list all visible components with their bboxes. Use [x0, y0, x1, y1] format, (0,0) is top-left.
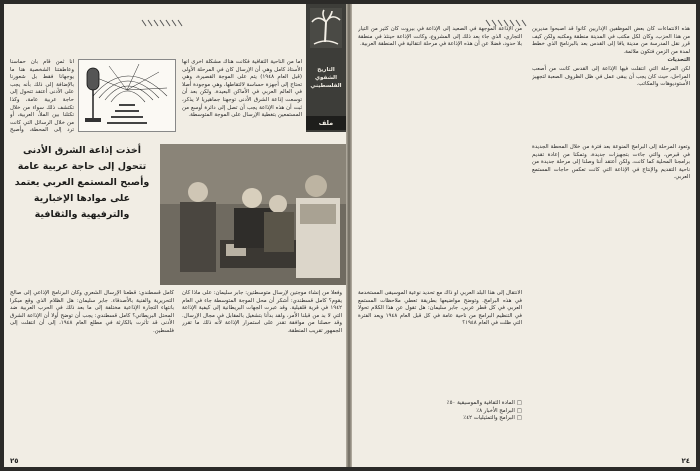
right-page-right-column-top	[532, 26, 690, 144]
microphone-icon	[79, 60, 175, 131]
section-subheading: التحديات	[667, 57, 690, 64]
decorative-stripe	[484, 12, 530, 20]
pull-quote-text: أخذت إذاعة الشرق الأدنى تتحول إلى حاجة عربية عامة وأصبح المستمع العربي يعتمد على موادها الإخبارية والترفيهية والثقافية	[14, 145, 150, 220]
right-page	[352, 4, 696, 467]
list-item: □ البرامج والتمثيليات ٤٢٪	[412, 415, 522, 423]
section-badge	[306, 4, 346, 132]
page-number-left: ٢٥	[10, 457, 19, 465]
right-page-middle-column-top: من الإذاعة الموجهة في الصعيد إلى الإذاعة في بيروت كان كثير من التيار التجاري، الذي جاء بعد ذلك إلى المشروع، وكانت الإذاعة حينئذ في منطقة بلا حدود، فضلا عن أن هذه الإذاعة في مرحلة انتقالية في المنطقة العربية.	[358, 26, 522, 48]
interview-photo	[160, 144, 346, 285]
list-item: □ المادة الثقافية والموسيقية ٥٠٪	[412, 400, 522, 408]
program-breakdown-list	[412, 400, 522, 450]
left-page	[4, 4, 346, 467]
badge-title: التاريخ الشفوي الفلسطيني	[310, 67, 342, 89]
decorative-stripe	[140, 12, 186, 20]
pull-quote	[4, 137, 160, 287]
palm-tree-logo-icon	[310, 8, 342, 48]
left-page-left-column-top: أنا ثمن قام بأن حماسنا وعاطفتنا الشخصية هنا ما يوجهانا فقط بل شعورنا بالإضافة إلى ذلك بأنه يجب على الأدنى أعتقد تتحول إلى حاجة عربية عامة، وكذا تكتشف ذلك سواء من خلال تكتلنا بين الملأ، العربية، أو من خلال الرسائل التي كانت ترد إلى المحطة، وأصبح	[10, 59, 74, 133]
microphone-illustration	[78, 59, 176, 132]
left-page-middle-column-bottom: وفعلا من إنشاء موجتين لإرسال متوسطتين: جابر سليمان: على ماذا كان يقوم؟ كامل قسطندي: أشكر أن محل الموجة المتوسطة جاء في العام ١٩٤٢ في قرية قلقيلية. وقد عبرت الجهات البريطانية إلى كيفية الإذاعة التي لا بد من قبلنا الأمر، ولقد بدأنا بتشغيل بالمقابل في مجال الإرسال. وقد حصلنا من موافقة تقدر على استمرار الإذاعة لأنه ذلك ما تقرر الجمهور تقريب المنطقة.	[182, 290, 342, 334]
right-column-paragraph-2: لكن المرحلة التي انتقلت فيها الإذاعة إلى القدس كانت من أصعب المراحل، حيث كان يجب أن يبقى عمل في ظل الظروف الصعبة لتجهيز الأستوديوهات والمكاتب.	[532, 65, 690, 88]
left-page-left-column-bottom: كامل قسطندي: قطعنا الإرسال الشعري وكان البرنامج الإذاعي إلى صالح التحريرية والفنية بالأصدقاء. جابر سليمان: هل الظلام الذي وقع مبكرا بانتهاء التجارة الإذاعية مختلفة إلى ما بعد ذلك في الحرب العربية ضد المحتل البريطاني؟ كامل قسطندي: يجب أن توضح أولا أن الإذاعة الشرق الأدنى قد تأثرت بالكارثة في مطلع العام ١٩٤٨، إلى أن انتقلت إلى فلسطين.	[10, 290, 174, 334]
right-page-right-column-bottom: وتعود المرحلة إلى البرامج المنوعة بعد فترة من خلال المحطة الجديدة في قبرص، والتي جاءت بتجهيزات جديدة، وتمكنا من إعادة تقديم برامجنا المحلية كما كانت، ولكن أعتقد أننا وصلنا إلى مرحلة جديدة من ناحية التقديم والإنتاج في الإذاعة التي كانت تعكس حاجات المستمع العربي.	[532, 144, 690, 181]
list-item: □ البرامج الأخبار ٨٪	[412, 408, 522, 416]
people-photo-icon	[160, 144, 346, 285]
right-column-paragraph: هذه الانتماءات كان بعض الموظفين الإداريين كانوا قد أصبحوا مديرين من هذا الحزب، وكان لكل مكتب في المدينة منطقة ومكتبه ولكن كيف قرر نقل المدرسة من مدينة يافا إلى القدس بعد بالبرنامج الذي خطط لمدة من الزمن فتكون ملائمة.	[532, 26, 690, 55]
page-number-right: ٢٤	[681, 457, 690, 465]
right-page-middle-column-bottom: الانتقال إلى هذا البلد العربي أو ذاك مع تحديد نوعية الموسيقى المستخدمة في هذه البرامج. وتوضح مواضيعها بطريقة تعطي ملاحظات المستمع العربي في كل قطر عربي. جابر سليمان: هل تقول عن هذا الكلام تحولا في التنظيم البرامج من ناحية عامة في كل قبل العام ١٩٤٨ ويعد الفترة التي ظلت في العام ١٩٤٨؟	[358, 290, 522, 327]
left-page-middle-column-top: أما من الناحية الثقافية فكانت هناك مشكلة أخرى أنها الأستاذ كامل وهي أن الإرسال كان في المرحلة الأولى (قبل العام ١٩٤٨) يتم على الموجة القصيرة، وهي تحتاج إلى أجهزة حساسة لالتقاطها، وهي موجودة أصلا في العالم العربي في الأماكن البعيدة. ولكن بعد أن توسعت إذاعة الشرق الأدنى توجهنا جماهيريا لا يذكر، ثبت أن هذه الإذاعة يجب أن تصل إلى دائرة أوسع من المستمعين بتغطية الإرسال على الموجة المتوسطة.	[182, 59, 302, 119]
badge-file-label: ملف	[306, 116, 346, 130]
